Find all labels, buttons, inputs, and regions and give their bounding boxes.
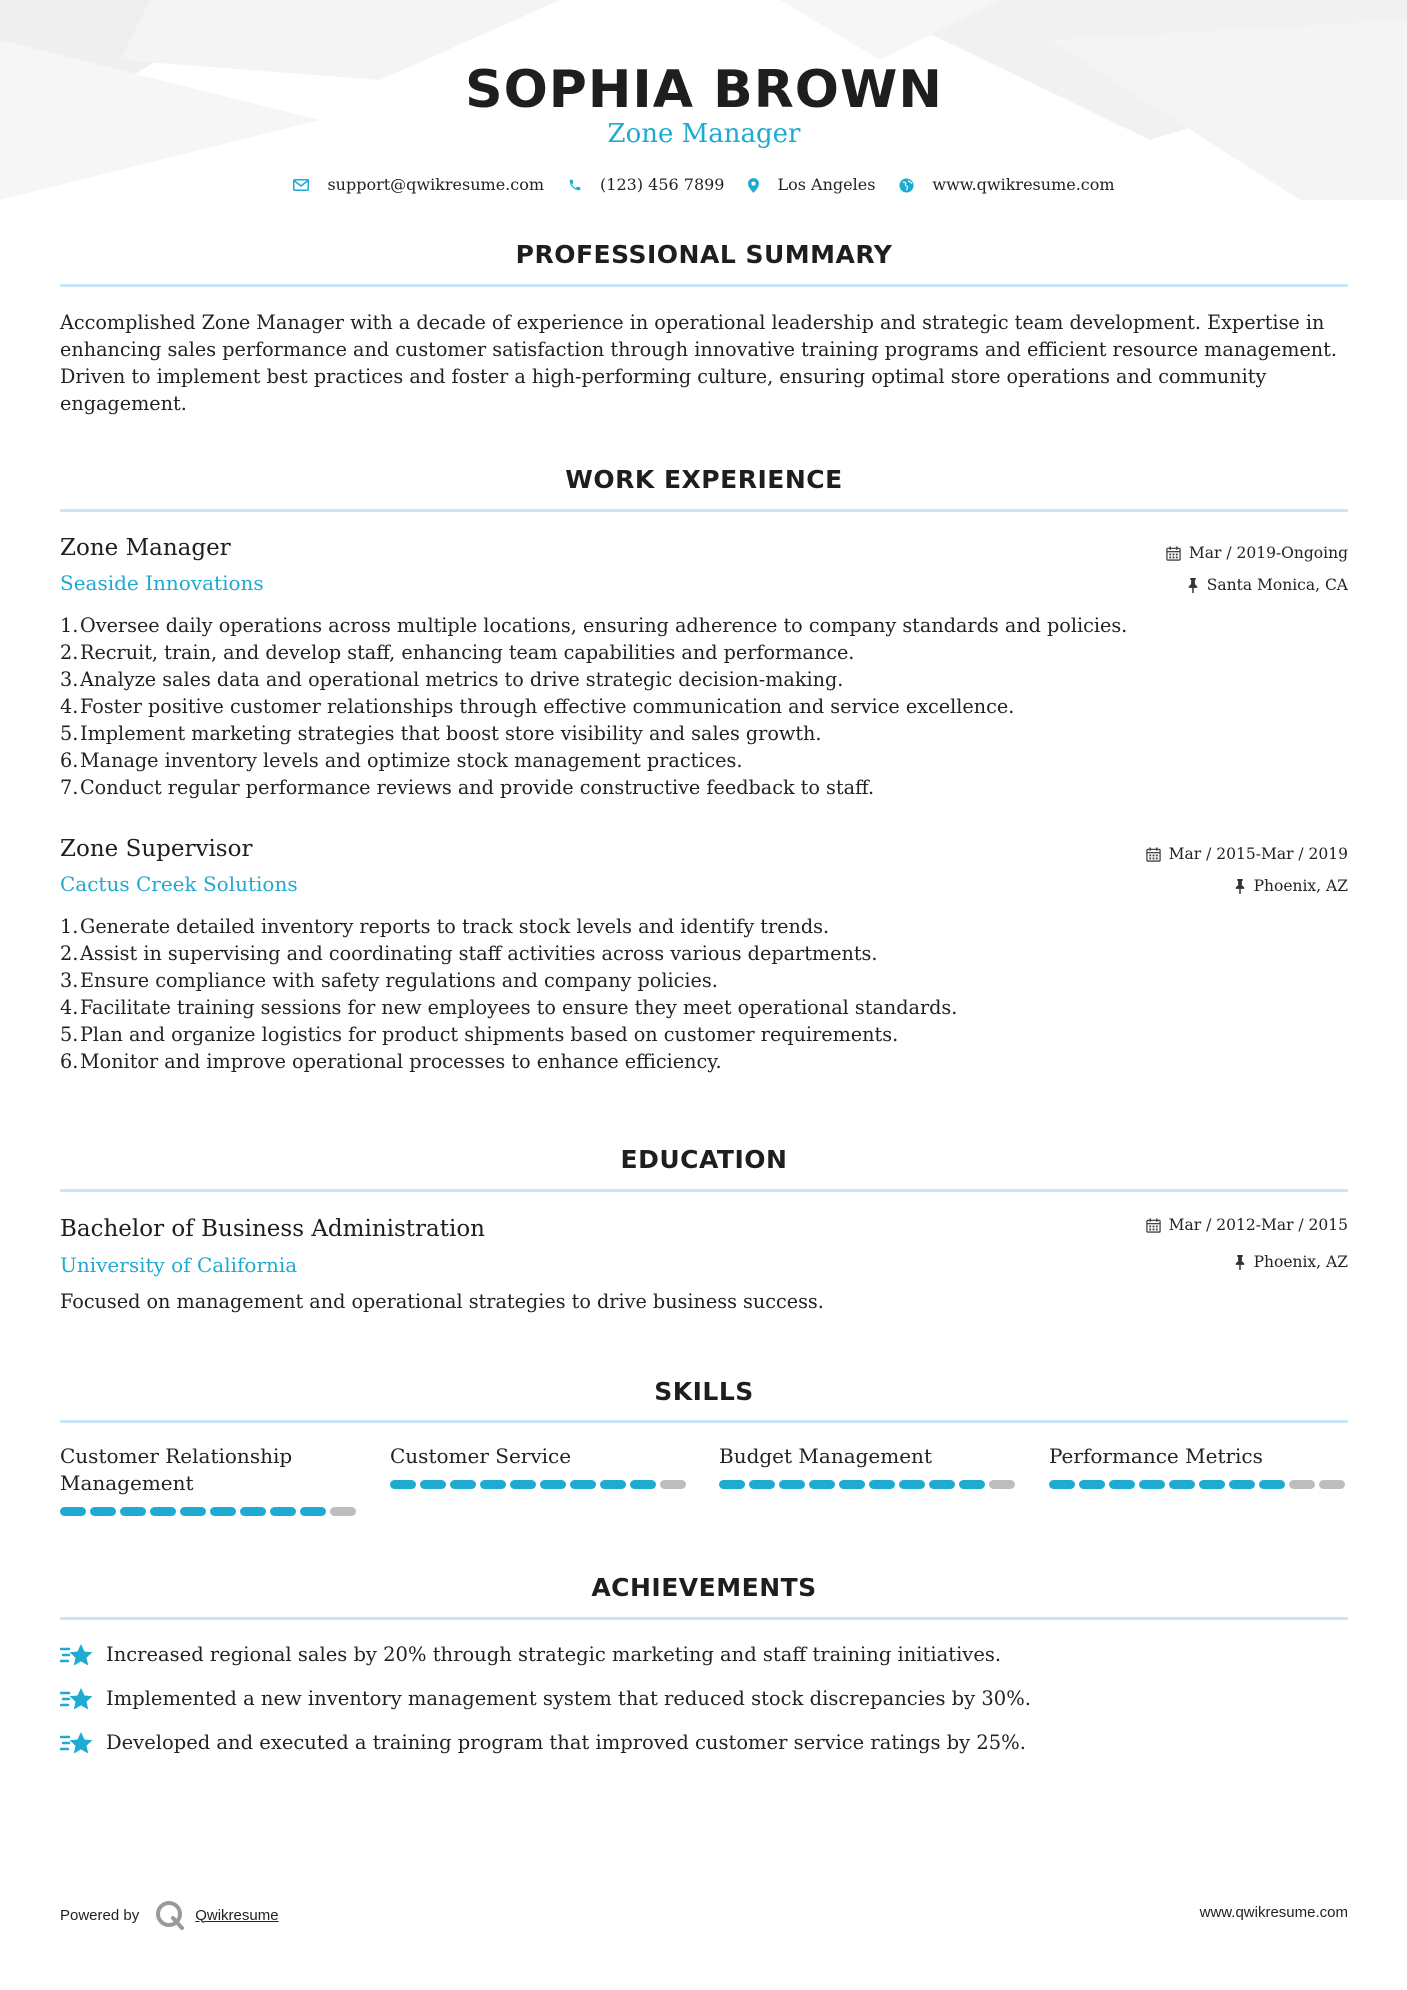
skill-segment-empty: [1319, 1480, 1345, 1489]
skill-segment-filled: [630, 1480, 656, 1489]
skill-segment-filled: [1049, 1480, 1075, 1489]
list-item: 1. Oversee daily operations across multiple locations, ensuring adherence to company standards and policies.: [60, 614, 1128, 637]
education-school: University of California: [60, 1253, 298, 1277]
skill-segment-filled: [420, 1480, 446, 1489]
achievement-text: Developed and executed a training program that improved customer service ratings by 25%.: [106, 1731, 1026, 1754]
skill-name: Customer Service: [390, 1444, 572, 1468]
star-icon: [60, 1641, 94, 1669]
contact-phone-text: (123) 456 7899: [600, 175, 725, 194]
job-date: [1166, 540, 1348, 566]
globe-icon: [899, 178, 914, 193]
skill-name: Budget Management: [719, 1444, 932, 1468]
list-item-text: Oversee daily operations across multiple locations, ensuring adherence to company standards and policies.: [80, 614, 1128, 637]
skill-segment-filled: [60, 1507, 86, 1516]
pushpin-icon: [1187, 578, 1199, 593]
list-item: 1. Generate detailed inventory reports to track stock levels and identify trends.: [60, 915, 830, 938]
skill-segment-filled: [1259, 1480, 1285, 1489]
list-item-text: Implement marketing strategies that boost store visibility and sales growth.: [80, 722, 822, 745]
list-item-text: Plan and organize logistics for product shipments based on customer requirements.: [80, 1023, 899, 1046]
skill-segment-filled: [899, 1480, 925, 1489]
list-item-text: Assist in supervising and coordinating staff activities across various departments.: [80, 942, 878, 965]
qwikresume-link[interactable]: Qwikresume: [195, 1906, 279, 1924]
candidate-role: Zone Manager: [607, 119, 801, 149]
skill-segment-filled: [600, 1480, 626, 1489]
skill-item: [719, 1443, 1019, 1489]
contact-phone[interactable]: [568, 170, 724, 200]
powered-by-label: Powered by: [60, 1906, 140, 1924]
list-item: 5. Implement marketing strategies that boost store visibility and sales growth.: [60, 722, 822, 745]
skill-segment-filled: [749, 1480, 775, 1489]
skill-name: Performance Metrics: [1049, 1444, 1263, 1468]
job-date: [1146, 841, 1348, 867]
skill-segment-filled: [1109, 1480, 1135, 1489]
achievement-item: [60, 1641, 1001, 1669]
footer-website-link[interactable]: www.qwikresume.com: [1199, 1904, 1348, 1921]
skill-segment-filled: [300, 1507, 326, 1516]
list-item-text: Monitor and improve operational processes to enhance efficiency.: [80, 1050, 722, 1073]
list-item-text: Recruit, train, and develop staff, enhancing team capabilities and performance.: [80, 641, 855, 664]
skill-segment-filled: [450, 1480, 476, 1489]
star-icon: [60, 1729, 94, 1757]
candidate-name: SOPHIA BROWN: [465, 60, 943, 120]
list-item: 3. Ensure compliance with safety regulations and company policies.: [60, 969, 718, 992]
experience-divider: [60, 509, 1348, 512]
skill-level-bar: [719, 1480, 1019, 1489]
skill-item: [1049, 1443, 1349, 1489]
education-location: [1234, 1249, 1348, 1275]
skill-segment-filled: [869, 1480, 895, 1489]
achievement-item: [60, 1729, 1026, 1757]
skill-item: [60, 1443, 360, 1516]
job-company: Seaside Innovations: [60, 571, 264, 595]
list-item-text: Generate detailed inventory reports to track stock levels and identify trends.: [80, 915, 830, 938]
contact-website-text: www.qwikresume.com: [932, 175, 1115, 194]
list-item: 6. Monitor and improve operational processes to enhance efficiency.: [60, 1050, 722, 1073]
list-item-text: Foster positive customer relationships through effective communication and service excellence.: [80, 695, 1015, 718]
summary-heading: PROFESSIONAL SUMMARY: [515, 240, 893, 269]
skill-segment-filled: [210, 1507, 236, 1516]
list-item-text: Analyze sales data and operational metrics to drive strategic decision-making.: [80, 668, 844, 691]
list-item: 5. Plan and organize logistics for product shipments based on customer requirements.: [60, 1023, 899, 1046]
list-item-text: Facilitate training sessions for new employees to ensure they meet operational standards.: [80, 996, 958, 1019]
phone-icon: [568, 178, 582, 192]
achievements-divider: [60, 1617, 1348, 1620]
summary-divider: [60, 284, 1348, 287]
skill-segment-empty: [1289, 1480, 1315, 1489]
education-degree: Bachelor of Business Administration: [60, 1216, 485, 1242]
skill-segment-filled: [809, 1480, 835, 1489]
skill-segment-filled: [180, 1507, 206, 1516]
education-date: [1146, 1212, 1348, 1238]
list-item: 7. Conduct regular performance reviews and provide constructive feedback to staff.: [60, 776, 875, 799]
skill-level-bar: [60, 1507, 360, 1516]
education-date-text: Mar / 2012-Mar / 2015: [1168, 1216, 1348, 1234]
skill-segment-filled: [1169, 1480, 1195, 1489]
job-responsibilities: [60, 612, 1348, 801]
skill-segment-filled: [540, 1480, 566, 1489]
education-description: Focused on management and operational strategies to drive business success.: [60, 1290, 824, 1313]
achievement-text: Increased regional sales by 20% through strategic marketing and staff training initiatives.: [106, 1643, 1002, 1666]
pushpin-icon: [1234, 879, 1246, 894]
pushpin-icon: [1234, 1255, 1246, 1270]
skill-segment-filled: [570, 1480, 596, 1489]
list-item: 2. Assist in supervising and coordinating staff activities across various departments.: [60, 942, 878, 965]
experience-heading: WORK EXPERIENCE: [565, 465, 843, 494]
skill-segment-filled: [1199, 1480, 1225, 1489]
skill-segment-filled: [90, 1507, 116, 1516]
star-icon: [60, 1685, 94, 1713]
contact-website[interactable]: [899, 170, 1114, 200]
skill-segment-filled: [120, 1507, 146, 1516]
job-responsibilities: [60, 913, 1348, 1075]
contact-bar: [60, 170, 1348, 200]
skill-segment-filled: [240, 1507, 266, 1516]
skill-segment-filled: [390, 1480, 416, 1489]
job-date-text: Mar / 2015-Mar / 2019: [1168, 845, 1348, 863]
contact-location: [748, 170, 875, 200]
list-item-text: Ensure compliance with safety regulations and company policies.: [80, 969, 718, 992]
list-item: 6. Manage inventory levels and optimize stock management practices.: [60, 749, 743, 772]
skill-segment-filled: [719, 1480, 745, 1489]
skill-segment-empty: [660, 1480, 686, 1489]
skill-segment-empty: [330, 1507, 356, 1516]
skill-segment-filled: [480, 1480, 506, 1489]
skill-name: Customer Relationship Management: [60, 1444, 293, 1495]
list-item-text: Conduct regular performance reviews and provide constructive feedback to staff.: [80, 776, 875, 799]
skills-divider: [60, 1420, 1348, 1423]
calendar-icon: [1146, 847, 1161, 862]
skill-level-bar: [1049, 1480, 1349, 1489]
achievement-text: Implemented a new inventory management system that reduced stock discrepancies by 30%.: [106, 1687, 1031, 1710]
list-item: 4. Foster positive customer relationships through effective communication and service excellence.: [60, 695, 1015, 718]
job-location: [1187, 572, 1348, 598]
skill-segment-filled: [510, 1480, 536, 1489]
job-location-text: Phoenix, AZ: [1253, 877, 1348, 895]
skill-segment-filled: [929, 1480, 955, 1489]
skill-segment-filled: [779, 1480, 805, 1489]
map-pin-icon: [748, 178, 759, 193]
education-divider: [60, 1189, 1348, 1192]
skill-segment-filled: [270, 1507, 296, 1516]
contact-email-text: support@qwikresume.com: [327, 175, 545, 194]
footer-powered-by: [60, 1898, 279, 1932]
list-item: 4. Facilitate training sessions for new employees to ensure they meet operational standards.: [60, 996, 958, 1019]
contact-location-text: Los Angeles: [777, 175, 876, 194]
job-title: Zone Supervisor: [60, 836, 253, 862]
skill-segment-filled: [839, 1480, 865, 1489]
summary-text: Accomplished Zone Manager with a decade of experience in operational leadership and strategic team development. Expertise in enhancing sales performance and customer satisfaction through innovative training programs and efficient resource management. Driven to implement best practices and foster a high-performing culture, ensuring optimal store operations and community engagement.: [60, 311, 1337, 415]
job-company: Cactus Creek Solutions: [60, 872, 298, 896]
list-item: 3. Analyze sales data and operational metrics to drive strategic decision-making.: [60, 668, 844, 691]
skill-segment-filled: [959, 1480, 985, 1489]
calendar-icon: [1146, 1218, 1161, 1233]
skill-segment-empty: [989, 1480, 1015, 1489]
skill-segment-filled: [1229, 1480, 1255, 1489]
envelope-icon: [293, 179, 309, 191]
skill-level-bar: [390, 1480, 690, 1489]
list-item: 2. Recruit, train, and develop staff, enhancing team capabilities and performance.: [60, 641, 855, 664]
job-location-text: Santa Monica, CA: [1206, 576, 1348, 594]
list-item-text: Manage inventory levels and optimize stock management practices.: [80, 749, 743, 772]
contact-email[interactable]: [293, 170, 544, 200]
job-location: [1234, 873, 1348, 899]
calendar-icon: [1166, 546, 1181, 561]
job-date-text: Mar / 2019-Ongoing: [1188, 544, 1348, 562]
achievements-heading: ACHIEVEMENTS: [591, 1573, 817, 1602]
education-location-text: Phoenix, AZ: [1253, 1253, 1348, 1271]
achievement-item: [60, 1685, 1031, 1713]
skill-item: [390, 1443, 690, 1489]
qwikresume-logo-icon: [153, 1898, 187, 1932]
job-title: Zone Manager: [60, 535, 231, 561]
skills-heading: SKILLS: [654, 1377, 754, 1406]
skill-segment-filled: [1139, 1480, 1165, 1489]
education-heading: EDUCATION: [620, 1145, 788, 1174]
skill-segment-filled: [150, 1507, 176, 1516]
skill-segment-filled: [1079, 1480, 1105, 1489]
